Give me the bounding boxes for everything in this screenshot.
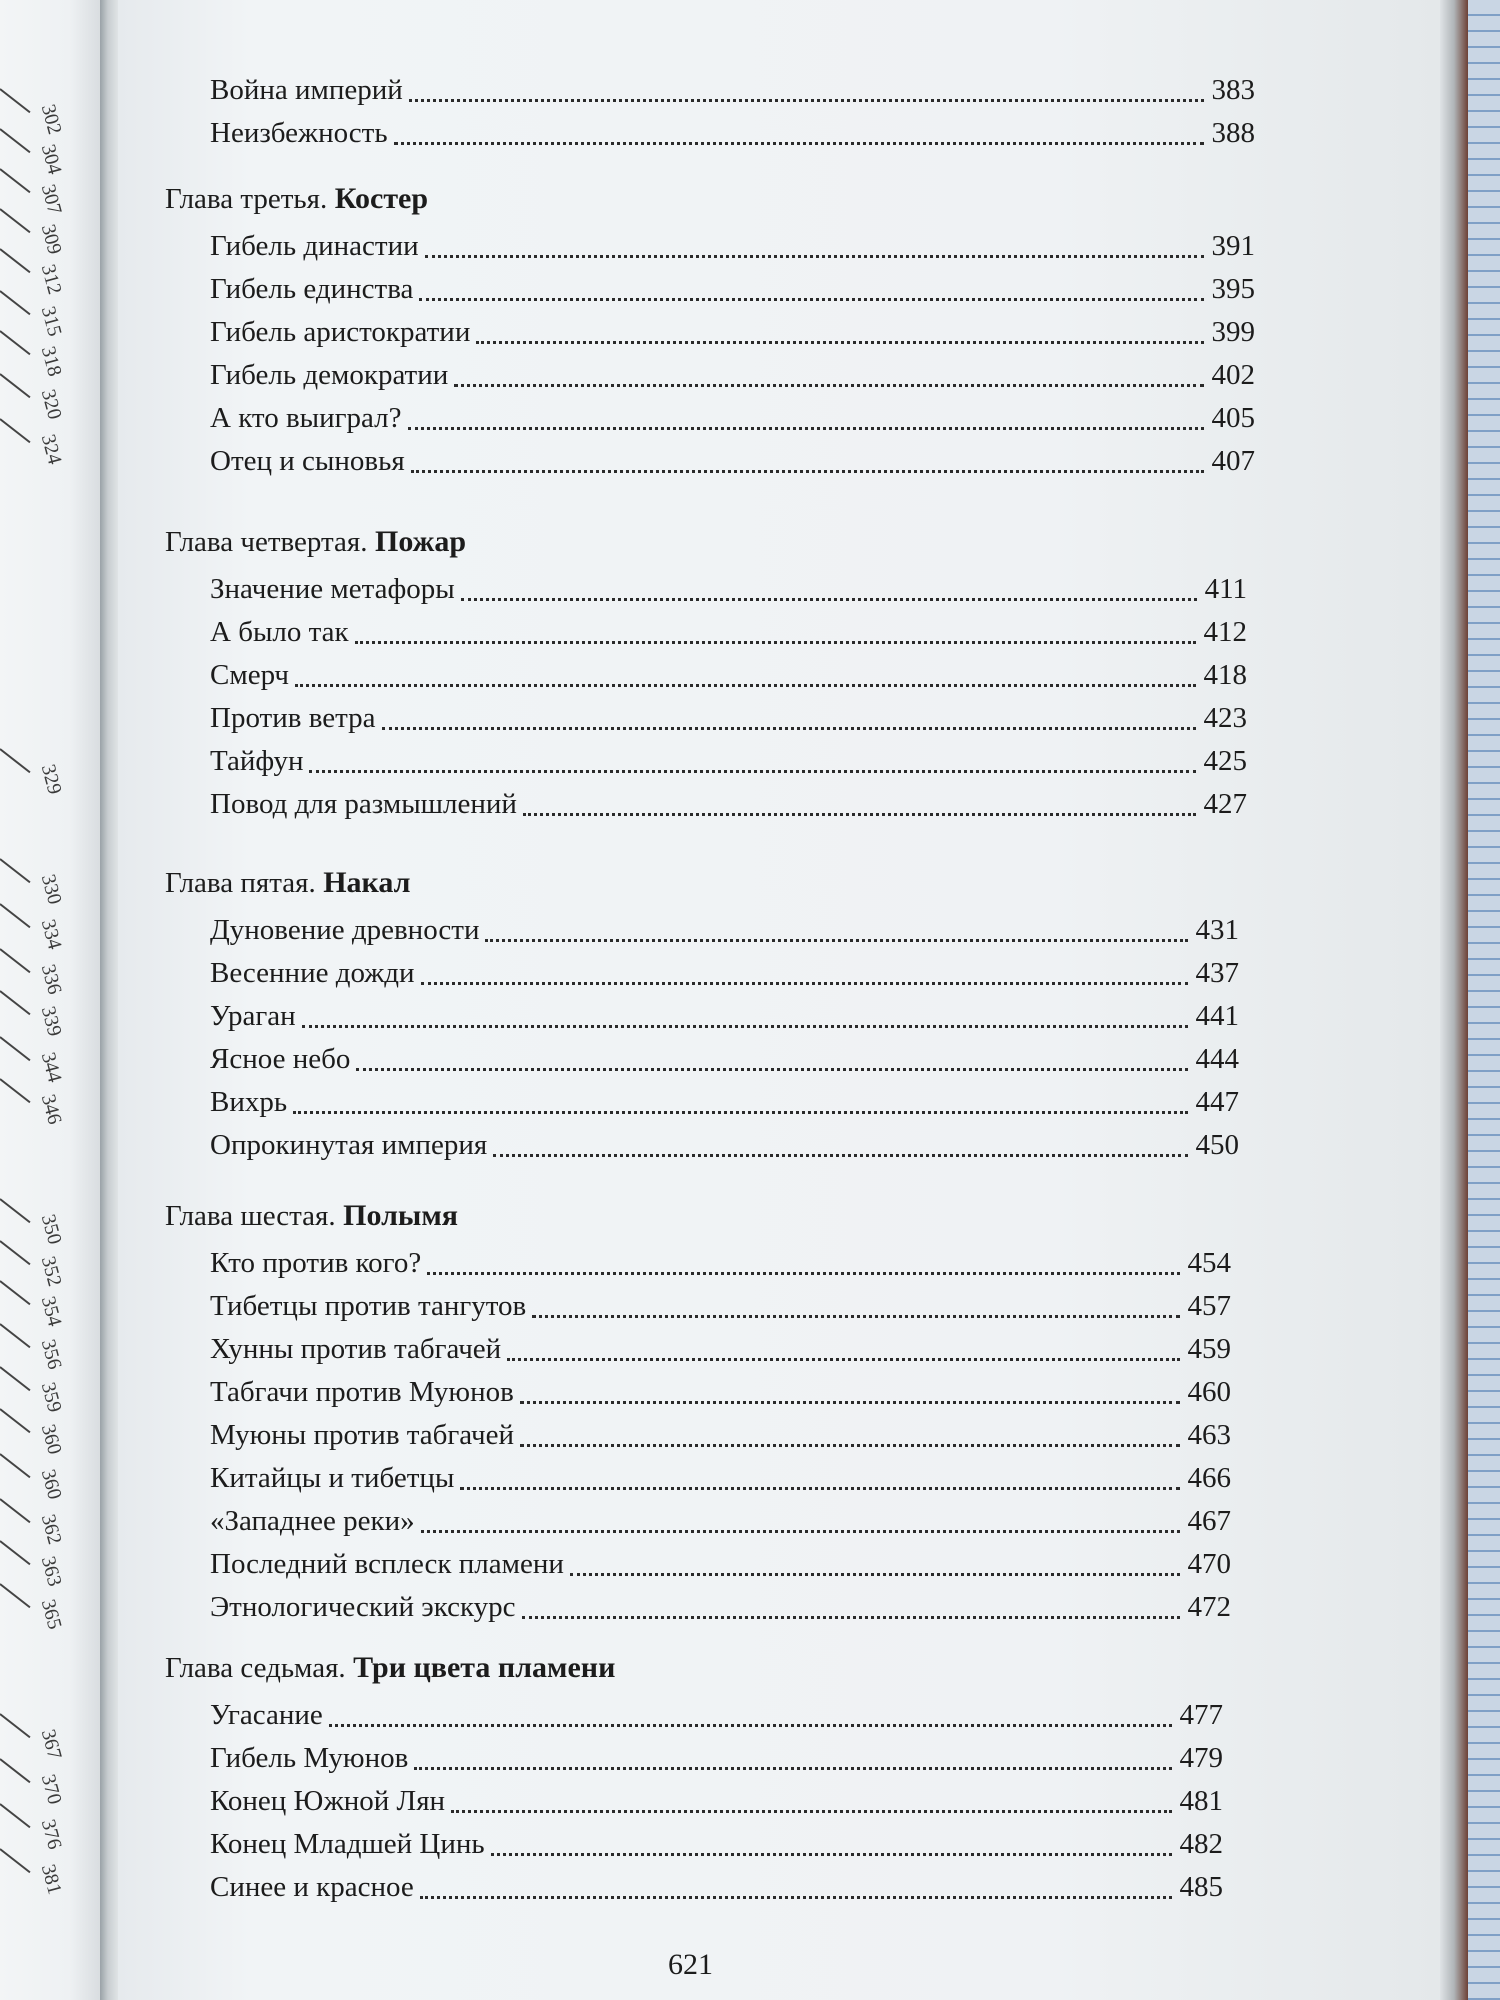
dot-leader: [427, 1272, 1179, 1275]
toc-entry: [210, 398, 1255, 438]
toc-entry: [210, 1501, 1231, 1541]
toc-entry: [210, 312, 1255, 352]
toc-entry-title: Гибель единства: [210, 273, 414, 305]
toc-entry-page: 405: [1211, 402, 1255, 434]
toc-entry-title: Повод для размышлений: [210, 788, 517, 820]
toc-entry: [210, 1867, 1223, 1907]
toc-entry-page: 472: [1187, 1591, 1231, 1623]
chapter-name: Полымя: [335, 1199, 459, 1232]
toc-entry-title: Синее и красное: [210, 1871, 414, 1903]
margin-page-number: 365: [36, 1597, 66, 1632]
toc-entry-page: 407: [1211, 445, 1255, 477]
toc-entry: [210, 1544, 1231, 1584]
dot-leader: [356, 1068, 1187, 1071]
margin-page-number: 329: [36, 762, 66, 797]
dot-leader: [409, 99, 1204, 102]
toc-entry-page: 395: [1211, 273, 1255, 305]
margin-page-number: 370: [36, 1772, 66, 1807]
toc-entry-title: Весенние дожди: [210, 957, 415, 989]
toc-entry: [210, 1458, 1231, 1498]
toc-entry-page: 411: [1204, 573, 1247, 605]
dot-leader: [454, 384, 1203, 387]
toc-entry: [210, 1125, 1239, 1165]
chapter-heading: [165, 1199, 458, 1233]
chapter-heading: [165, 1651, 615, 1685]
margin-page-number: 360: [36, 1422, 66, 1457]
toc-entry-page: 441: [1195, 1000, 1239, 1032]
toc-entry: [210, 70, 1255, 110]
toc-entry: [210, 698, 1247, 738]
toc-entry: [210, 1587, 1231, 1627]
toc-entry: [210, 953, 1239, 993]
margin-page-number: 354: [36, 1294, 66, 1329]
toc-entry-page: 463: [1187, 1419, 1231, 1451]
toc-entry-page: 431: [1195, 914, 1239, 946]
dot-leader: [522, 1616, 1180, 1619]
chapter-prefix: Глава пятая.: [165, 867, 316, 899]
margin-page-number: 304: [36, 142, 66, 177]
dot-leader: [485, 939, 1187, 942]
toc-entry-title: А было так: [210, 616, 349, 648]
toc-entry: [210, 996, 1239, 1036]
toc-entry: [210, 113, 1255, 153]
margin-page-number: 363: [36, 1554, 66, 1589]
toc-entry-title: Война империй: [210, 74, 403, 106]
margin-page-number: 376: [36, 1817, 66, 1852]
toc-entry-title: Дуновение древности: [210, 914, 480, 946]
dot-leader: [329, 1724, 1172, 1727]
margin-page-number: 346: [36, 1092, 66, 1127]
margin-page-number: 344: [36, 1050, 66, 1085]
toc-entry-title: Муюны против табгачей: [210, 1419, 514, 1451]
toc-entry-page: 460: [1187, 1376, 1231, 1408]
toc-entry-title: Гибель демократии: [210, 359, 449, 391]
toc-entry-page: 459: [1187, 1333, 1231, 1365]
toc-entry-page: 383: [1211, 74, 1255, 106]
toc-entry: [210, 1286, 1231, 1326]
toc-entry: [210, 1824, 1223, 1864]
dot-leader: [421, 982, 1188, 985]
toc-entry-title: «Западнее реки»: [210, 1505, 415, 1537]
chapter-name: Костер: [327, 182, 429, 215]
margin-page-number: 309: [36, 222, 66, 257]
toc-entry-page: 466: [1187, 1462, 1231, 1494]
toc-entry-page: 444: [1195, 1043, 1239, 1075]
toc-entry-page: 391: [1211, 230, 1255, 262]
toc-entry: [210, 569, 1247, 609]
toc-entry-title: Опрокинутая империя: [210, 1129, 488, 1161]
toc-entry: [210, 612, 1247, 652]
margin-page-number: 312: [36, 262, 66, 297]
toc-entry-page: 485: [1179, 1871, 1223, 1903]
chapter-prefix: Глава седьмая.: [165, 1652, 346, 1684]
toc-entry-title: Конец Южной Лян: [210, 1785, 446, 1817]
dot-leader: [451, 1810, 1171, 1813]
margin-page-number: 315: [36, 304, 66, 339]
margin-page-number: 339: [36, 1004, 66, 1039]
toc-entry-page: 454: [1187, 1247, 1231, 1279]
toc-entry: [210, 1372, 1231, 1412]
toc-entry: [210, 655, 1247, 695]
chapter-name: Накал: [315, 866, 411, 899]
toc-entry-title: Вихрь: [210, 1086, 288, 1118]
dot-leader: [408, 427, 1204, 430]
margin-page-number: 302: [36, 102, 66, 137]
dot-leader: [532, 1315, 1179, 1318]
toc-entry: [210, 441, 1255, 481]
toc-entry-page: 479: [1179, 1742, 1223, 1774]
toc-entry: [210, 784, 1247, 824]
dot-leader: [460, 1487, 1179, 1490]
dot-leader: [420, 1896, 1172, 1899]
toc-entry: [210, 910, 1239, 950]
dot-leader: [419, 298, 1203, 301]
margin-page-number: 324: [36, 432, 66, 467]
toc-entry: [210, 1738, 1223, 1778]
toc-entry-page: 457: [1187, 1290, 1231, 1322]
dot-leader: [523, 813, 1196, 816]
margin-page-number: 350: [36, 1212, 66, 1247]
toc-entry-title: Конец Младшей Цинь: [210, 1828, 485, 1860]
margin-page-number: 367: [36, 1727, 66, 1762]
dot-leader: [507, 1358, 1179, 1361]
toc-entry-page: 481: [1179, 1785, 1223, 1817]
dot-leader: [491, 1853, 1172, 1856]
toc-entry: [210, 1039, 1239, 1079]
margin-page-number: 318: [36, 344, 66, 379]
toc-entry-title: Табгачи против Муюнов: [210, 1376, 514, 1408]
toc-entry-page: 467: [1187, 1505, 1231, 1537]
toc-entry-title: Смерч: [210, 659, 289, 691]
dot-leader: [309, 770, 1195, 773]
toc-entry: [210, 1243, 1231, 1283]
dot-leader: [421, 1530, 1180, 1533]
toc-entry: [210, 1329, 1231, 1369]
toc-entry-title: Гибель Муюнов: [210, 1742, 409, 1774]
toc-entry-title: Значение метафоры: [210, 573, 455, 605]
toc-entry: [210, 269, 1255, 309]
dot-leader: [394, 142, 1204, 145]
toc-entry-title: Китайцы и тибетцы: [210, 1462, 455, 1494]
dot-leader: [425, 255, 1204, 258]
dot-leader: [302, 1025, 1188, 1028]
margin-page-number: 359: [36, 1380, 66, 1415]
margin-page-number: 320: [36, 387, 66, 422]
toc-entry-page: 402: [1211, 359, 1255, 391]
toc-entry-page: 425: [1203, 745, 1247, 777]
toc-entry-page: 470: [1187, 1548, 1231, 1580]
margin-page-number: 360: [36, 1467, 66, 1502]
dot-leader: [520, 1401, 1180, 1404]
chapter-heading: [165, 525, 466, 559]
margin-page-number: 352: [36, 1254, 66, 1289]
dot-leader: [520, 1444, 1180, 1447]
dot-leader: [476, 341, 1203, 344]
toc-entry: [210, 1695, 1223, 1735]
toc-entry-title: Ясное небо: [210, 1043, 351, 1075]
chapter-prefix: Глава шестая.: [165, 1200, 336, 1232]
dot-leader: [461, 598, 1197, 601]
toc-entry-page: 447: [1195, 1086, 1239, 1118]
margin-page-number: 334: [36, 917, 66, 952]
dot-leader: [414, 1767, 1171, 1770]
toc-entry-page: 437: [1195, 957, 1239, 989]
toc-entry: [210, 1082, 1239, 1122]
toc-entry-page: 388: [1211, 117, 1255, 149]
toc-entry-title: Гибель аристократии: [210, 316, 471, 348]
toc-entry-title: Тибетцы против тангутов: [210, 1290, 527, 1322]
toc-entry-title: Угасание: [210, 1699, 323, 1731]
toc-entry: [210, 741, 1247, 781]
margin-page-number: 362: [36, 1512, 66, 1547]
toc-entry-title: Гибель династии: [210, 230, 419, 262]
dot-leader: [570, 1573, 1180, 1576]
chapter-prefix: Глава четвертая.: [165, 526, 368, 558]
margin-page-number: 356: [36, 1337, 66, 1372]
toc-entry-title: Против ветра: [210, 702, 376, 734]
chapter-name: Три цвета пламени: [345, 1651, 616, 1684]
toc-entry: [210, 226, 1255, 266]
toc-entry-title: Последний всплеск пламени: [210, 1548, 564, 1580]
toc-entry-title: А кто выиграл?: [210, 402, 402, 434]
margin-page-number: 381: [36, 1862, 66, 1897]
dot-leader: [295, 684, 1196, 687]
toc-entry-title: Этнологический экскурс: [210, 1591, 516, 1623]
toc-entry-page: 450: [1195, 1129, 1239, 1161]
toc-entry-title: Тайфун: [210, 745, 304, 777]
toc-entry: [210, 355, 1255, 395]
toc-entry-title: Кто против кого?: [210, 1247, 422, 1279]
dot-leader: [411, 470, 1204, 473]
chapter-prefix: Глава третья.: [165, 183, 328, 215]
margin-page-number: 307: [36, 182, 66, 217]
chapter-name: Пожар: [367, 525, 467, 558]
toc-entry-title: Неизбежность: [210, 117, 388, 149]
toc-entry: [210, 1781, 1223, 1821]
toc-entry-title: Ураган: [210, 1000, 296, 1032]
toc-entry-title: Отец и сыновья: [210, 445, 405, 477]
toc-entry-page: 477: [1179, 1699, 1223, 1731]
dot-leader: [382, 727, 1196, 730]
margin-page-number: 330: [36, 872, 66, 907]
margin-page-number: 336: [36, 962, 66, 997]
dot-leader: [293, 1111, 1187, 1114]
dot-leader: [355, 641, 1196, 644]
toc-entry-page: 427: [1203, 788, 1247, 820]
toc-entry-title: Хунны против табгачей: [210, 1333, 502, 1365]
dot-leader: [493, 1154, 1187, 1157]
toc-entry-page: 418: [1203, 659, 1247, 691]
chapter-heading: [165, 866, 410, 900]
toc-entry-page: 412: [1203, 616, 1247, 648]
toc-entry-page: 399: [1211, 316, 1255, 348]
toc-entry-page: 482: [1179, 1828, 1223, 1860]
toc-entry-page: 423: [1203, 702, 1247, 734]
toc-entry: [210, 1415, 1231, 1455]
page-number: 621: [668, 1948, 713, 1981]
chapter-heading: [165, 182, 428, 216]
